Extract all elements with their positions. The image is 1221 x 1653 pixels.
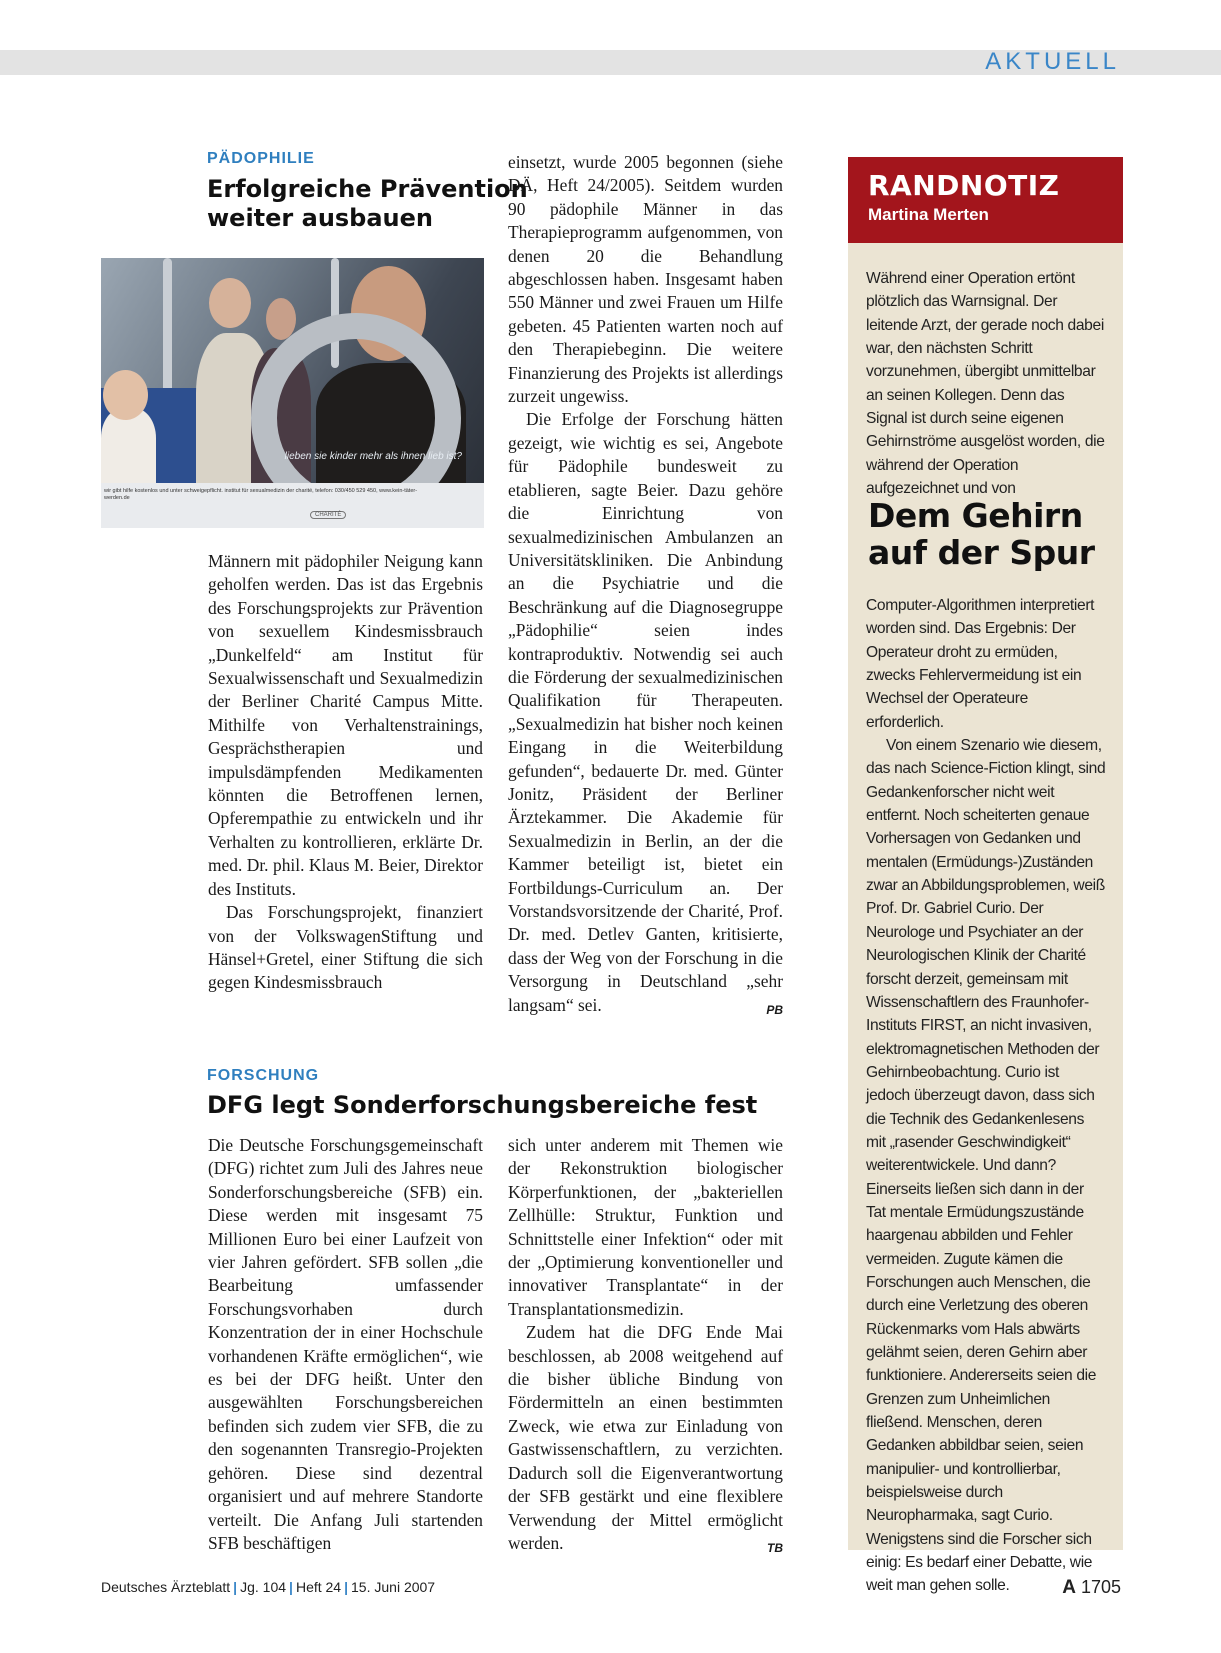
paragraph: Von einem Szenario wie diesem, das nach Science-Fiction klingt, sind Gedankenforscher nicht weit entfernt. Noch scheiterten genaue Vorhersagen von Gedanken und mentalen (Ermüdungs-)Zuständen zwar an Abbildungsproblemen, weiß Prof. Dr. Gabriel Curio. Der Neurologe und Psychiater an der Neurologischen Klinik der Charité forscht derzeit, gemeinsam mit Wissenschaftlern des Fraunhofer-Instituts FIRST, an nicht invasiven, elektromagnetischen Methoden der Gehirnbeobachtung. Curio ist jedoch überzeugt davon, dass sich die Technik des Gedankenlesens mit „rasender Geschwindigkeit“ weiterentwickele. Und dann? Einerseits ließen sich dann in der Tat mentale Ermüdungszustände haargenau abbilden und Fehler vermeiden. Zugute kämen die Forschungen auch Menschen, die durch eine Verletzung des oberen Rückenmarks vom Hals abwärts gelähmt seien, deren Gehirn aber funktioniere. Andererseits seien die Grenzen zum Unheimlichen fließend. Menschen, deren Gedanken abbildbar seien, seien manipulier- und kontrollierbar, beispielsweise durch Neuropharmaka, sagt Curio. Wenigstens sind die Forscher sich einig: Es bedarf einer Debatte, wie weit man gehen solle. bbox=[866, 737, 1106, 1595]
paragraph: Männern mit pädophiler Neigung kann geholfen werden. Das ist das Ergebnis des Forschungsprojekts zur Prävention von sexuellem Kindesmissbrauch „Dunkelfeld“ am Institut für Sexualwissenschaft und Sexualmedizin der Berliner Charité Campus Mitte. Mithilfe von Verhaltenstrainings, Gesprächstherapien und impulsdämpfenden Medikamenten könnten die Betroffenen lernen, Opferempathie zu entwickeln und ihr Verhalten zu kontrollieren, erklärte Dr. med. Dr. phil. Klaus M. Beier, Direktor des Instituts. bbox=[208, 551, 483, 899]
paragraph bbox=[508, 408, 783, 1017]
sidebar-header bbox=[848, 157, 1123, 243]
article1-column2 bbox=[508, 151, 783, 1022]
paragraph-text: Die Erfolge der Forschung hätten gezeigt, wie wichtig es sei, Angebote für Pädophile bundesweit zu etablieren, sagte Beier. Dazu gehöre die Einrichtung von sexualmedizinischen Ambulanzen an Universitätskliniken. Die Anbindung an die Psychiatrie und die Beschränkung auf die Diagnosegruppe „Pädophilie“ seien indes kontraproduktiv. Notwendig sei auch die Förderung der sexualmedizinischen Qualifikation für Therapeuten. „Sexualmedizin hat bisher noch keinen Eingang in die Weiterbildung gefunden“, bedauerte Dr. med. Günter Jonitz, Präsident der Berliner Ärztekammer. Die Akademie für Sexualmedizin in Berlin, an der die Kammer beteiligt ist, bietet ein Fortbildungs-Curriculum an. Der Vorstandsvorsitzende der Charité, Prof. Dr. med. Detlev Ganten, kritisierte, dass der Weg von der Forschung in die Versorgung in Deutschland „sehr langsam“ sei. bbox=[508, 409, 783, 1015]
issue: Heft 24 bbox=[295, 1579, 342, 1595]
article2-column1 bbox=[208, 1134, 483, 1555]
paragraph: Das Forschungsprojekt, finanziert von der VolkswagenStiftung und Hänsel+Gretel, einer Stiftung die sich gegen Kindesmissbrauch bbox=[208, 902, 483, 993]
paragraph: Während einer Operation ertönt plötzlich das Warnsignal. Der leitende Arzt, der gerade noch dabei war, den nächsten Schritt vorzunehmen, übergibt unmittelbar an seinen Kollegen. Denn das Signal ist durch seine eigenen Gehirnströme ausgelöst worden, die während der Operation aufgezeichnet und von bbox=[866, 270, 1105, 498]
author-signature: TB bbox=[767, 1540, 783, 1555]
sidebar-headline-line1: Dem Gehirn bbox=[868, 496, 1083, 535]
page-prefix: A bbox=[1062, 1577, 1076, 1598]
photo-slogan: lieben sie kinder mehr als ihnen lieb ist? bbox=[284, 451, 462, 462]
article1-column1 bbox=[208, 550, 483, 995]
photo-fine-print: wir gibt hilfe kostenlos und unter schweigepflicht. institut für sexualmedizin der charité, telefon: 030/450 529 450, www.kein-täter-werden.de bbox=[104, 488, 418, 501]
date: 15. Juni 2007 bbox=[351, 1579, 436, 1595]
article2-column2 bbox=[508, 1134, 783, 1560]
sidebar-intro bbox=[866, 267, 1106, 500]
sidebar-body bbox=[866, 594, 1106, 1598]
paragraph: sich unter anderem mit Themen wie der Rekonstruktion biologischer Körperfunktionen, der „bakteriellen Zellhülle: Struktur, Funktion und Schnittstelle einer Infektion“ oder mit der „Optimierung konventioneller und innovativer Transplantate“ in der Transplantationsmedizin. bbox=[508, 1135, 783, 1319]
footer-citation: Deutsches Ärzteblatt | Jg. 104 | Heft 24 | 15. Juni 2007 bbox=[101, 1579, 436, 1595]
paragraph: einsetzt, wurde 2005 begonnen (siehe DÄ, Heft 24/2005). Seitdem wurden 90 pädophile Männer in das Therapieprogramm aufgenommen, von denen 20 die Behandlung abgeschlossen haben. Insgesamt haben 550 Männer und zwei Frauen um Hilfe gebeten. 45 Patienten warten noch auf den Therapiebeginn. Die weitere Finanzierung des Projekts ist allerdings zurzeit ungewiss. bbox=[508, 152, 783, 407]
article1-photo bbox=[101, 258, 484, 528]
photo-logos bbox=[306, 511, 350, 519]
article2-kicker: FORSCHUNG bbox=[207, 1067, 320, 1084]
sidebar-headline-line2: auf der Spur bbox=[868, 533, 1095, 572]
article1-title bbox=[207, 175, 528, 233]
paragraph: Computer-Algorithmen interpretiert worden sind. Das Ergebnis: Der Operateur droht zu ermüden, zwecks Fehlervermeidung ist ein Wechsel der Operateure erforderlich. bbox=[866, 597, 1095, 731]
page-number-value: 1705 bbox=[1080, 1577, 1121, 1597]
article1-title-line2: weiter ausbauen bbox=[207, 204, 434, 232]
sidebar-author: Martina Merten bbox=[868, 205, 989, 224]
author-signature: PB bbox=[766, 1002, 783, 1017]
article1-title-line1: Erfolgreiche Prävention bbox=[207, 175, 528, 203]
paragraph: Die Deutsche Forschungsgemeinschaft (DFG) richtet zum Juli des Jahres neue Sonderforschungsbereiche (SFB) ein. Diese werden mit insgesamt 75 Millionen Euro bei einer Laufzeit von vier Jahren gefördert. SFB sollen „die Bearbeitung umfassender Forschungsvorhaben durch Konzentration der in einer Hochschule vorhandenen Kräfte ermöglichen“, wie es bei der DFG heißt. Unter den ausgewählten Forschungsbereichen befinden sich zudem vier SFB, die zu den sogenannten Transregio-Projekten gehören. Diese sind dezentral organisiert und auf mehrere Standorte verteilt. Die Anfang Juli startenden SFB beschäftigen bbox=[208, 1135, 483, 1553]
paragraph-text: Zudem hat die DFG Ende Mai beschlossen, ab 2008 weitgehend auf die bisher übliche Bindung von Fördermitteln an einen bestimmten Zweck, wie etwa zur Einladung von Gastwissenschaftlern, zu verzichten. Dadurch soll die Eigenverantwortung der SFB gestärkt und eine flexiblere Verwendung der Mittel ermöglicht werden. bbox=[508, 1322, 783, 1553]
article2-title: DFG legt Sonderforschungsbereiche fest bbox=[207, 1091, 758, 1119]
paragraph bbox=[508, 1321, 783, 1555]
charite-logo: CHARITÉ bbox=[310, 511, 346, 519]
volume: Jg. 104 bbox=[240, 1579, 287, 1595]
sidebar-title: RANDNOTIZ bbox=[868, 169, 1060, 202]
sidebar-headline bbox=[868, 497, 1113, 571]
journal-name: Deutsches Ärzteblatt bbox=[101, 1579, 231, 1595]
section-label: AKTUELL bbox=[985, 48, 1120, 75]
page-number bbox=[1062, 1577, 1121, 1599]
article1-kicker: PÄDOPHILIE bbox=[207, 150, 315, 167]
